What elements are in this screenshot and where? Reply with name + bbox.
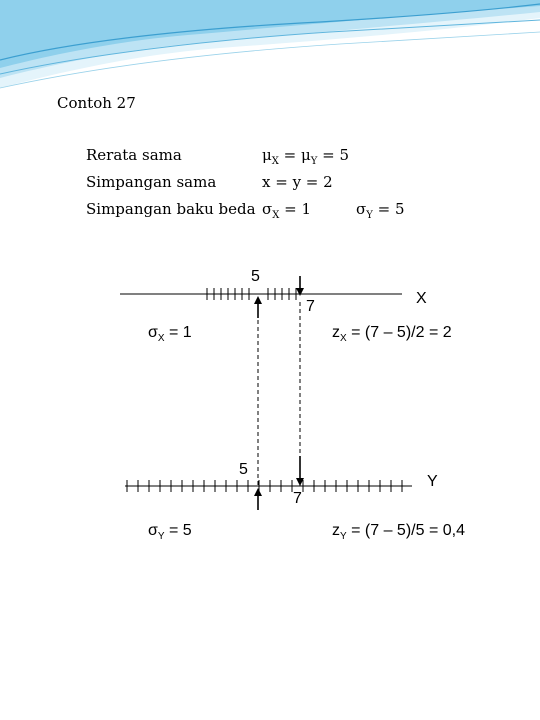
row-eq-stddev-x: $\sigma_X = 1$ (262, 200, 312, 221)
axis-x-name: X (416, 290, 427, 307)
axis-x-mean-label: 5 (251, 268, 260, 285)
slide-heading: Contoh 27 (57, 94, 136, 112)
axis-x-group (120, 276, 402, 318)
axis-y-value-label: 7 (293, 490, 302, 507)
axis-x-zscore: $z_X = (7 - 5)/2 = 2$ (332, 324, 452, 345)
banner-decoration (0, 0, 540, 88)
axis-y-mean-arrowhead (254, 488, 262, 496)
axis-x-sigma: $\sigma_X = 1$ (148, 324, 192, 345)
row-label-mean: Rerata sama (86, 146, 182, 164)
axis-y-sigma: $\sigma_Y = 5$ (148, 522, 192, 543)
axis-x-mean-arrowhead (254, 296, 262, 304)
axis-x-value-arrowhead (296, 288, 304, 296)
row-eq-deviation: x = y = 2 (262, 173, 333, 191)
row-label-deviation: Simpangan sama (86, 173, 217, 191)
axis-x-value-label: 7 (306, 298, 315, 315)
row-label-stddev: Simpangan baku beda (86, 200, 256, 218)
axis-y-mean-label: 5 (239, 461, 248, 478)
axis-y-group (125, 456, 412, 510)
axis-y-zscore: $z_Y = (7 - 5)/5 = 0,4$ (332, 522, 465, 543)
row-eq-mean: $\mu_X = \mu_Y = 5$ (262, 146, 349, 167)
axis-y-name: Y (427, 473, 438, 490)
row-eq-stddev-y: $\sigma_Y = 5$ (356, 200, 405, 221)
